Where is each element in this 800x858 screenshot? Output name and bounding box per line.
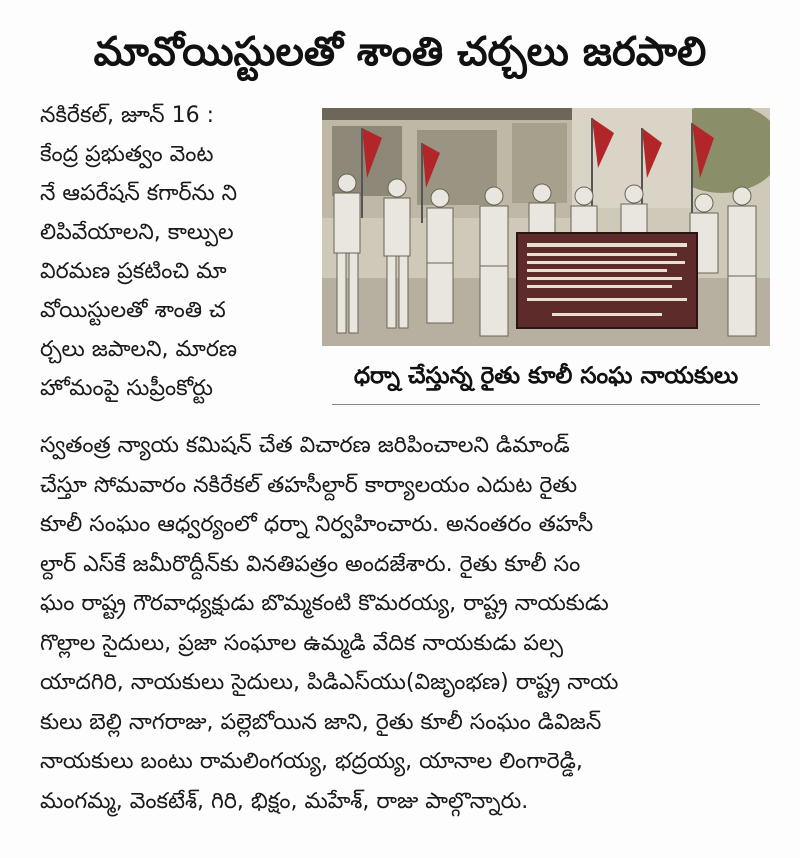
article-line: ర్చలు జపాలని, మారణ — [40, 337, 238, 362]
article-line: కేంద్ర ప్రభుత్వం వెంట — [40, 142, 214, 167]
article-line: ల్దార్ ఎస్‌కే జమీరొద్దీన్‌కు వినతిపత్రం అందజేశారు. రైతు కూలీ సం — [40, 551, 581, 577]
photo-caption: ధర్నా చేస్తున్న రైతు కూలీ సంఘ నాయకులు — [353, 363, 739, 389]
article-full-text — [40, 426, 770, 821]
article-column-text — [40, 96, 302, 408]
dateline: నకిరేకల్, జూన్ 16 : — [40, 103, 214, 128]
protest-photo — [322, 108, 770, 346]
article-line: లిపివేయాలని, కాల్పుల — [40, 220, 234, 245]
article-line: గొల్లాల సైదులు, ప్రజా సంఘాల ఉమ్మడి వేదిక నాయకుడు పల్స — [40, 630, 564, 656]
article-line: మంగమ్మ, వెంకటేశ్, గిరి, భిక్షం, మహేశ్, రాజు పాల్గొన్నారు. — [40, 788, 529, 814]
article-line: యాదగిరి, నాయకులు సైదులు, పిడిఎస్‌యు(విజృంభణ) రాష్ట్ర నాయ — [40, 670, 619, 695]
article-line: హోమంపై సుప్రీంకోర్టు — [40, 376, 213, 401]
article-line: నాయకులు బంటు రామలింగయ్య, భద్రయ్య, యానాల లింగారెడ్డి, — [40, 749, 583, 774]
article-line: వోయిస్టులతో శాంతి చ — [40, 298, 226, 323]
article-line: ఘం రాష్ట్ర గౌరవాధ్యక్షుడు బొమ్మకంటి కొమరయ్య, రాష్ట్ర నాయకుడు — [40, 591, 609, 616]
article-line: కులు బెల్లి నాగరాజు, పల్లెబోయిన జాని, రైతు కూలీ సంఘం డివిజన్ — [40, 709, 602, 735]
article-line: చేస్తూ సోమవారం నకిరేకల్ తహసీల్దార్ కార్యాలయం ఎదుట రైతు — [40, 472, 578, 498]
photo-block — [322, 108, 770, 408]
article-line: కూలీ సంఘం ఆధ్వర్యంలో ధర్నా నిర్వహించారు. అనంతరం తహసీ — [40, 512, 594, 537]
article-line: నే ఆపరేషన్ కగార్‌ను ని — [40, 181, 238, 206]
article-line: స్వతంత్ర న్యాయ కమిషన్ చేత విచారణ జరిపించాలని డిమాండ్ — [40, 433, 570, 458]
caption-divider — [332, 404, 760, 405]
headline: మావోయిస్టులతో శాంతి చర్చలు జరపాలి — [93, 29, 707, 75]
article-line: విరమణ ప్రకటించి మా — [40, 259, 227, 284]
